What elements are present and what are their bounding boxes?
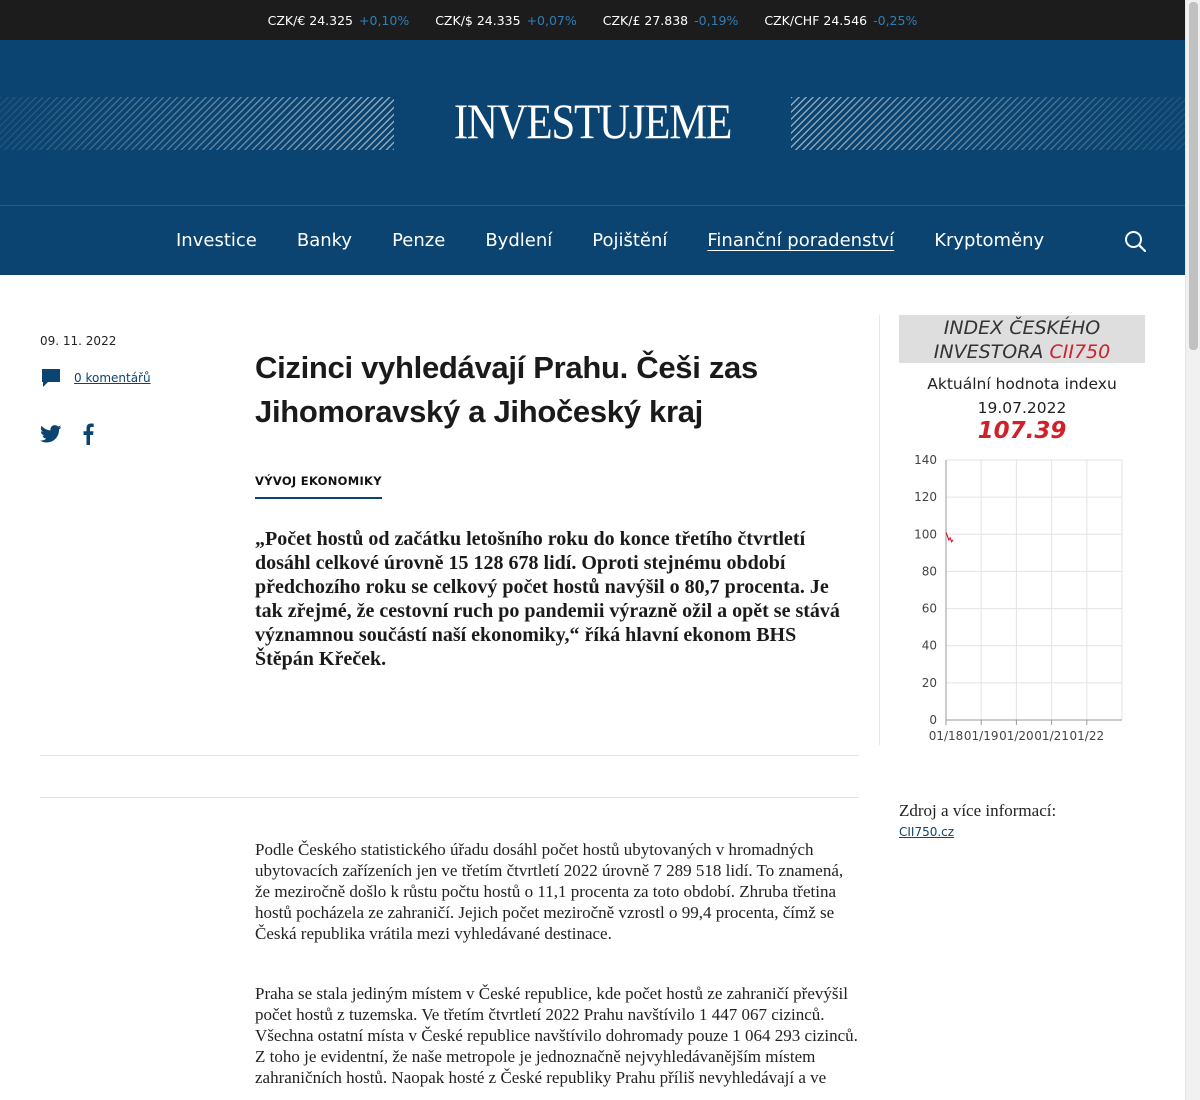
y-tick-label: 40 (921, 638, 937, 653)
source-label: Zdroj a více informací: (899, 801, 1057, 820)
comments-link[interactable]: 0 komentářů (74, 371, 151, 385)
ticker-item (764, 13, 917, 28)
y-tick-label: 140 (914, 453, 937, 467)
widget-title-word: INVESTORA (933, 341, 1044, 363)
index-code: CII750 (1049, 341, 1111, 363)
nav-item-kryptoměny[interactable]: Kryptoměny (934, 230, 1045, 251)
nav-item-investice[interactable]: Investice (176, 230, 257, 251)
divider (40, 797, 859, 798)
ticker-item (268, 13, 410, 28)
article-perex: „Počet hostů od začátku letošního roku do konce třetího čtvrtletí dosáhl celkové úrovně 15 128 678 lidí. Oproti stejnému období předchozího roku se celkový počet hostů navýšil o 80,7 procenta. Je tak zřejmé, že cestovní ruch po pandemii výrazně ožil a opět se stává významnou součástí naší ekonomiky,“ říká hlavní ekonom BHS Štěpán Křeček. (255, 528, 840, 670)
ticker-pair: CZK/€ 24.325 (267, 12, 354, 28)
index-widget-title (899, 315, 1145, 363)
index-current-value: 107.39 (977, 418, 1067, 444)
x-tick-label: 01/19 (963, 729, 999, 743)
main-nav (0, 206, 1185, 275)
index-current-label: Aktuální hodnota indexu (927, 375, 1117, 393)
y-tick-label: 20 (921, 675, 937, 690)
comments-link-group[interactable] (40, 368, 151, 388)
y-tick-label: 80 (921, 564, 937, 579)
currency-ticker (0, 0, 1185, 40)
ticker-change: -0,19% (694, 12, 739, 28)
source-link[interactable]: CII750.cz (899, 825, 955, 839)
nav-list (176, 230, 1044, 251)
x-tick-label: 01/21 (1034, 729, 1069, 743)
site-logo[interactable]: INVESTUJEME (453, 93, 732, 149)
y-tick-label: 100 (914, 527, 937, 542)
ticker-pair: CZK/$ 24.335 (435, 12, 521, 28)
index-chart (899, 450, 1145, 750)
scrollbar[interactable] (1185, 0, 1200, 1100)
category-tag[interactable]: VÝVOJ EKONOMIKY (255, 474, 382, 499)
facebook-icon[interactable] (82, 423, 94, 445)
widget-title-line (899, 340, 1145, 364)
ticker-change: +0,07% (526, 12, 577, 28)
nav-item-finanční-poradenství[interactable]: Finanční poradenství (707, 230, 895, 251)
article-paragraph: Podle Českého statistického úřadu dosáhl počet hostů ubytovaných v hromadných ubytovacích zařízeních jen ve třetím čtvrtletí 2022 úrovně 7 289 518 lidí. To znamená, že meziročně došlo k růstu počtu hostů o 11,1 procenta za toto období. Zhruba třetina hostů pocházela ze zahraničí. Jejich počet meziročně vzrostl o 99,4 procenta, čímž se Česká republika vrátila mezi vyhledávané destinace. (255, 840, 844, 943)
nav-item-bydlení[interactable]: Bydlení (485, 230, 553, 251)
ticker-item (435, 13, 577, 28)
y-tick-label: 0 (929, 713, 937, 727)
article-title: Cizinci vyhledávají Prahu. Češi zas Jihomoravský a Jihočeský kraj (255, 350, 758, 429)
y-tick-label: 60 (921, 601, 937, 616)
twitter-icon[interactable] (40, 425, 62, 443)
y-tick-label: 120 (914, 490, 937, 505)
index-current-info (899, 372, 1145, 420)
hatch-decoration-left (0, 97, 394, 150)
ticker-item (603, 13, 739, 28)
share-buttons (40, 423, 94, 445)
x-tick-label: 01/22 (1069, 729, 1105, 743)
ticker-pair: CZK/CHF 24.546 (764, 12, 868, 28)
ticker-change: +0,10% (359, 12, 410, 28)
masthead (0, 40, 1185, 205)
ticker-pair: CZK/£ 27.838 (602, 12, 689, 28)
divider (879, 315, 880, 745)
search-icon[interactable] (1124, 230, 1146, 252)
comment-icon[interactable] (40, 368, 62, 388)
hatch-decoration-right (791, 97, 1185, 150)
nav-item-banky[interactable]: Banky (296, 230, 353, 251)
article-paragraph: Praha se stala jediným místem v České republice, kde počet hostů ze zahraničí převýšil počet hostů z tuzemska. Ve třetím čtvrtletí 2022 Prahu navštívilo 1 447 067 cizinců. Všechna ostatní místa v České republice navštívilo dohromady pouze 1 064 293 cizinců. Z toho je evidentní, že naše metropole je jednoznačně nejvyhledávanějším místem zahraničních hostů. Naopak hosté z České republiky Prahu příliš nevyhledávají a ve (255, 984, 858, 1087)
x-tick-label: 01/18 (928, 729, 964, 743)
article-date: 09. 11. 2022 (40, 334, 117, 348)
divider (40, 755, 859, 756)
scrollbar-thumb[interactable] (1189, 2, 1198, 350)
widget-title-line: INDEX ČESKÉHO (943, 317, 1101, 339)
x-tick-label: 01/20 (999, 729, 1034, 743)
index-current-date: 19.07.2022 (977, 399, 1067, 417)
ticker-change: -0,25% (873, 12, 918, 28)
nav-item-penze[interactable]: Penze (392, 230, 446, 251)
nav-item-pojištění[interactable]: Pojištění (592, 230, 668, 251)
